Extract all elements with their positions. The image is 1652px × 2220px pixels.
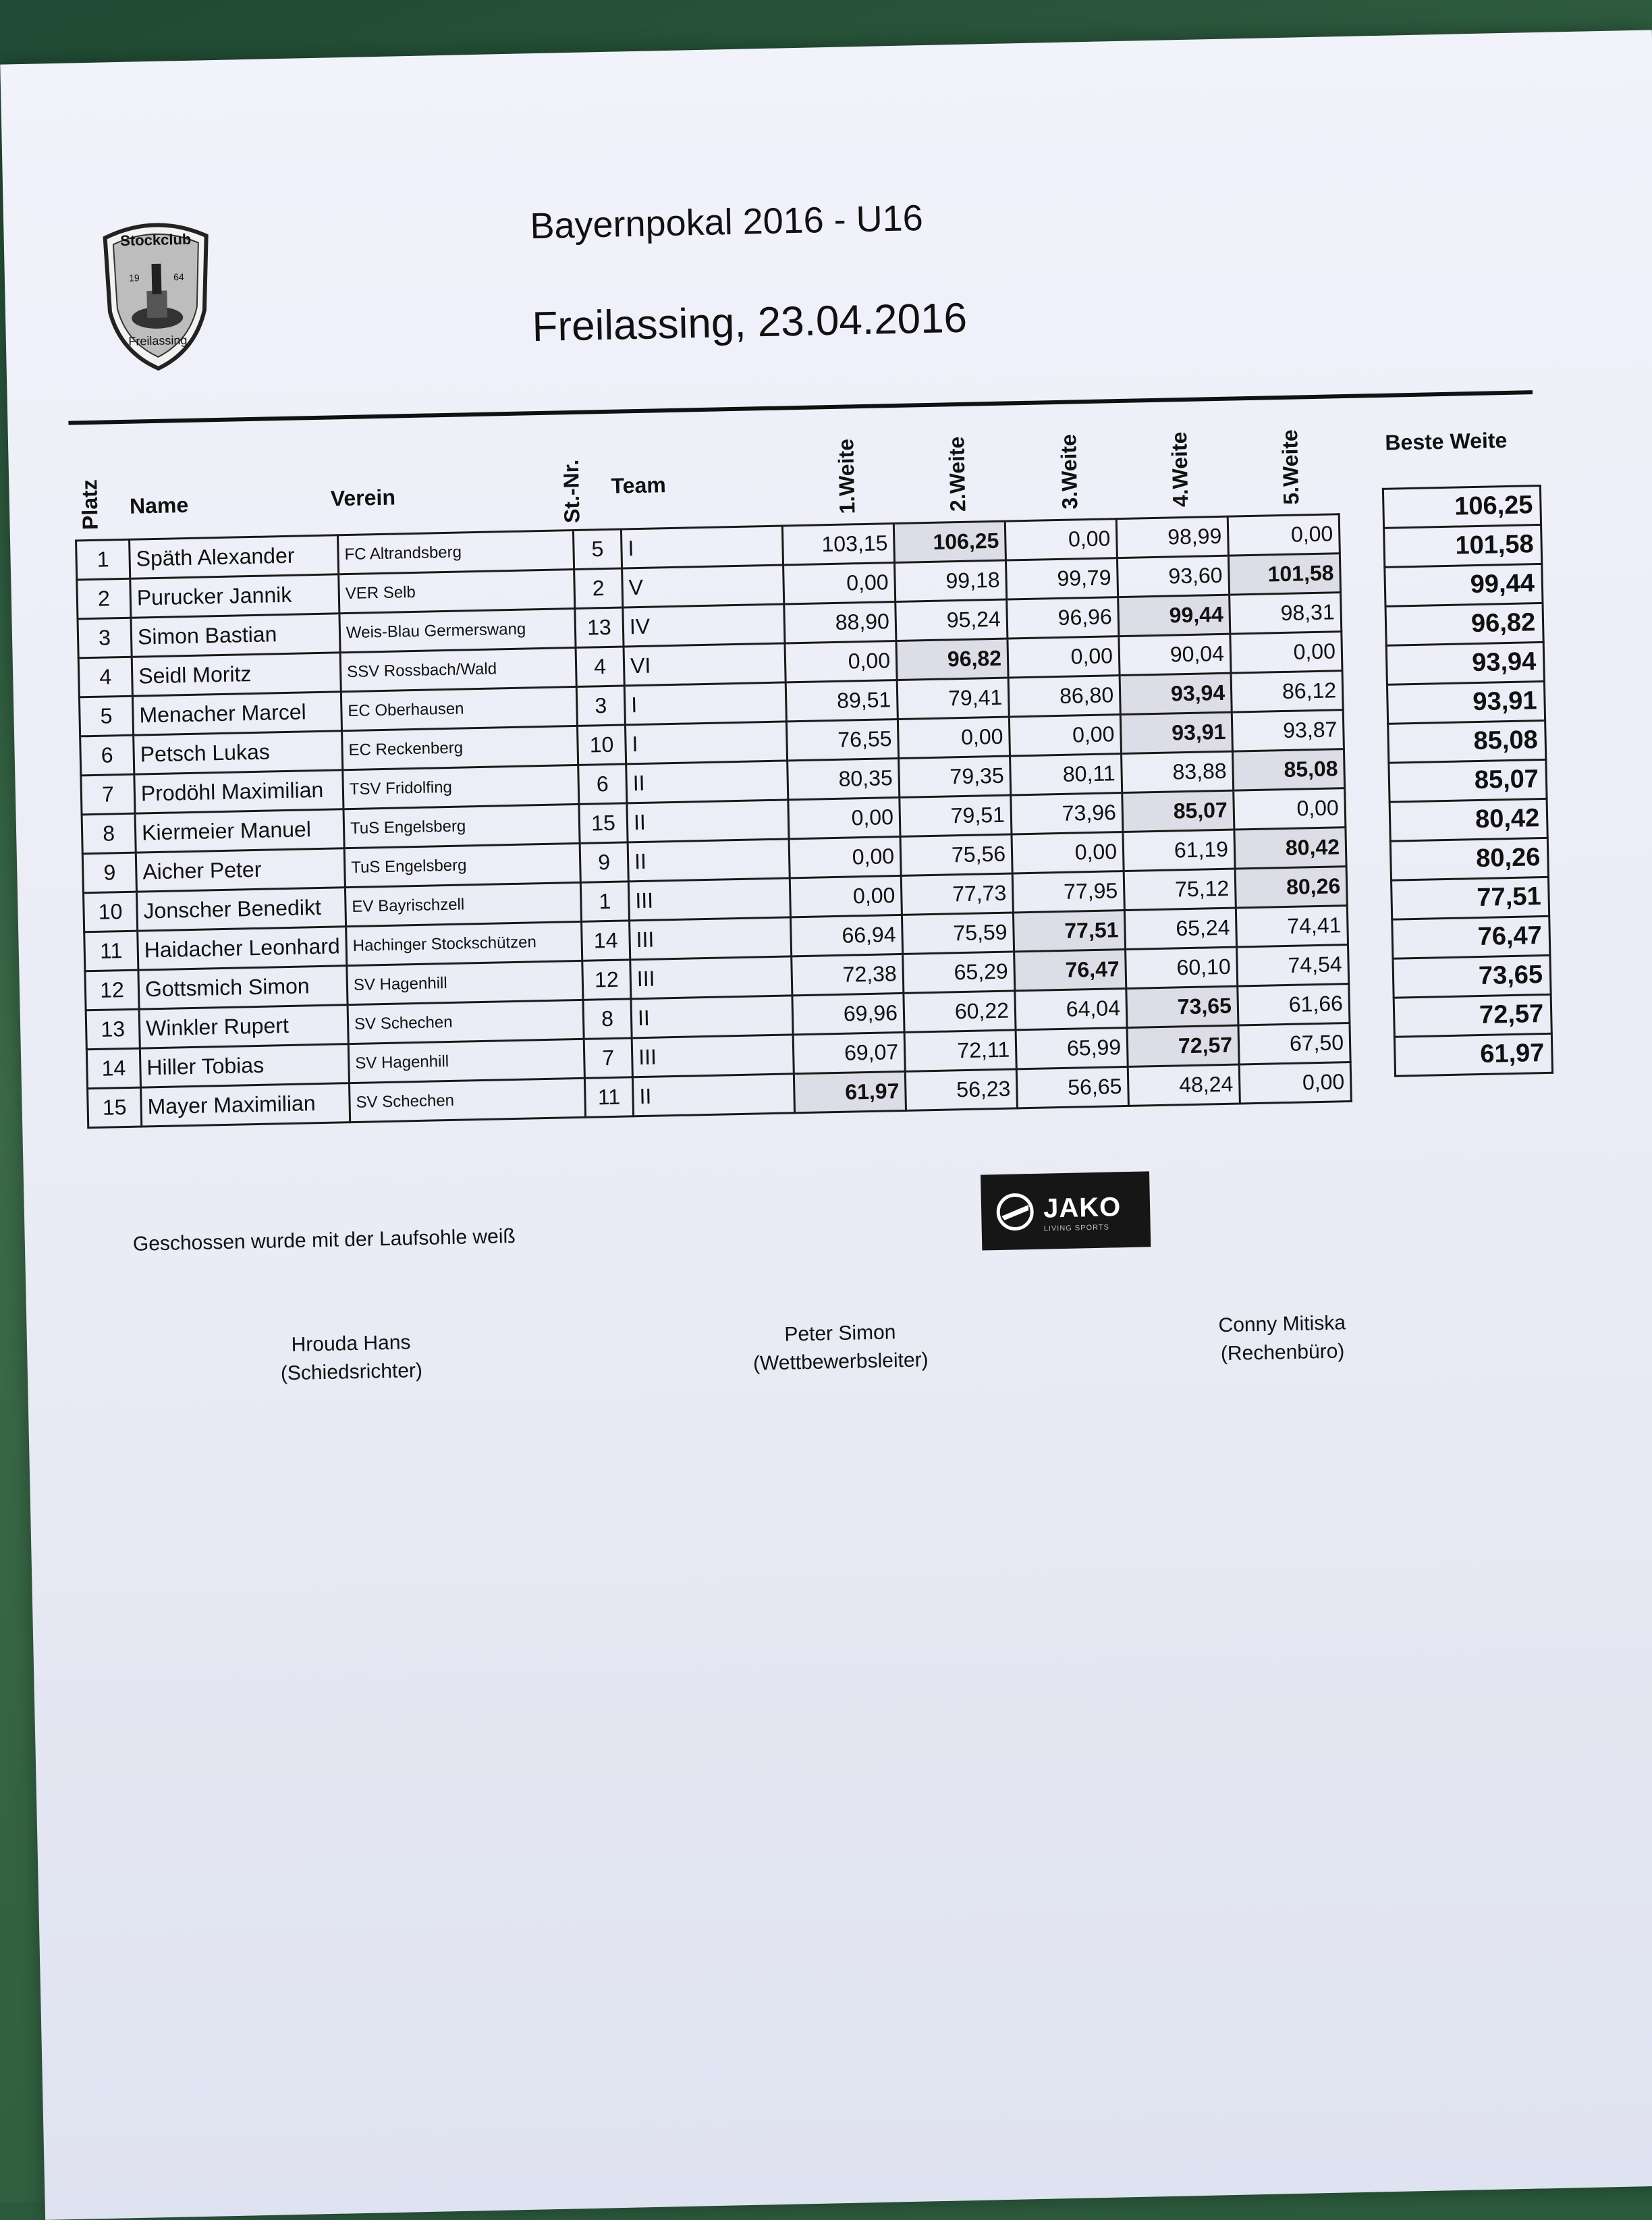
cell-weite-3: 73,96 (1011, 793, 1123, 834)
cell-team: V (622, 565, 784, 607)
cell-verein: Hachinger Stockschützen (346, 921, 582, 965)
logo-year-right: 64 (173, 271, 184, 283)
cell-weite-3: 77,51 (1013, 911, 1125, 952)
document-title: Bayernpokal 2016 - U16 (529, 198, 924, 247)
cell-weite-5: 0,00 (1239, 1062, 1351, 1104)
cell-verein: SV Schechen (349, 1078, 585, 1122)
best-row (1389, 759, 1547, 802)
cell-weite-4: 93,60 (1117, 556, 1229, 597)
signature-referee (229, 1327, 474, 1389)
cell-weite-1: 69,07 (793, 1032, 905, 1073)
cell-weite-5: 86,12 (1231, 671, 1343, 712)
cell-weite-3: 99,79 (1006, 558, 1118, 599)
best-row (1386, 642, 1544, 684)
cell-beste-weite: 80,42 (1389, 798, 1547, 841)
cell-weite-4: 99,44 (1118, 595, 1230, 636)
cell-name: Späth Alexander (130, 535, 339, 578)
cell-weite-3: 76,47 (1014, 950, 1126, 991)
cell-team: I (624, 682, 786, 725)
cell-weite-5: 101,58 (1228, 553, 1340, 595)
cell-weite-5: 74,41 (1236, 906, 1348, 947)
signature-competition-lead (719, 1317, 963, 1379)
cell-weite-1: 0,00 (783, 563, 896, 604)
sponsor-tagline: LIVING SPORTS (1043, 1223, 1109, 1233)
best-row (1393, 955, 1551, 998)
cell-st-nr: 2 (574, 568, 623, 608)
best-row (1394, 1033, 1552, 1076)
footnote: Geschossen wurde mit der Laufsohle weiß (132, 1225, 516, 1255)
cell-weite-1: 76,55 (786, 719, 898, 760)
cell-verein: EV Bayrischzell (345, 882, 581, 926)
col-header-weite-1: 1.Weite (833, 438, 860, 514)
cell-weite-5: 0,00 (1234, 788, 1346, 830)
cell-weite-1: 0,00 (790, 875, 902, 917)
cell-platz: 9 (82, 852, 136, 893)
cell-platz: 11 (84, 931, 138, 971)
cell-name: Jonscher Benedikt (136, 888, 346, 931)
cell-weite-2: 60,22 (904, 991, 1016, 1032)
cell-verein: TSV Fridolfing (343, 765, 579, 809)
cell-team: I (621, 526, 783, 568)
cell-st-nr: 3 (576, 686, 625, 726)
cell-weite-2: 96,82 (896, 639, 1008, 680)
cell-weite-2: 95,24 (896, 599, 1008, 641)
col-header-team: Team (611, 472, 667, 498)
cell-name: Simon Bastian (131, 614, 340, 657)
cell-team: I (625, 722, 787, 764)
cell-weite-1: 66,94 (790, 915, 902, 956)
cell-beste-weite: 76,47 (1392, 916, 1550, 958)
best-row (1390, 838, 1548, 880)
cell-weite-4: 60,10 (1126, 947, 1238, 988)
cell-name: Gottsmich Simon (138, 966, 348, 1009)
results-table (75, 513, 1352, 1129)
cell-verein: FC Altrandsberg (337, 531, 574, 574)
col-header-weite-4: 4.Weite (1167, 431, 1193, 508)
cell-weite-1: 69,96 (792, 993, 904, 1034)
cell-st-nr: 11 (584, 1077, 633, 1117)
best-row (1385, 603, 1543, 645)
sponsor-logo (981, 1171, 1151, 1250)
header-divider (68, 390, 1533, 425)
cell-weite-3: 65,99 (1016, 1027, 1128, 1068)
signature-name: Conny Mitiska (1218, 1311, 1346, 1337)
cell-weite-4: 61,19 (1123, 830, 1235, 871)
cell-weite-1: 0,00 (785, 641, 897, 682)
cell-st-nr: 6 (578, 764, 627, 804)
cell-weite-3: 0,00 (1008, 637, 1120, 678)
col-header-weite-2: 2.Weite (944, 436, 970, 512)
cell-platz: 13 (86, 1009, 140, 1050)
cell-beste-weite: 77,51 (1392, 877, 1549, 919)
cell-verein: SV Hagenhill (347, 960, 583, 1004)
cell-beste-weite: 93,94 (1386, 642, 1544, 684)
signature-name: Hrouda Hans (291, 1331, 411, 1357)
cell-st-nr: 5 (573, 529, 622, 569)
col-header-platz: Platz (77, 479, 103, 531)
cell-platz: 1 (76, 539, 130, 580)
signature-name: Peter Simon (784, 1321, 896, 1346)
cell-weite-2: 65,29 (903, 952, 1015, 993)
cell-weite-2: 56,23 (905, 1069, 1017, 1110)
cell-name: Haidacher Leonhard (138, 927, 347, 970)
cell-beste-weite: 99,44 (1385, 564, 1543, 606)
cell-platz: 6 (80, 735, 134, 776)
cell-weite-4: 98,99 (1116, 516, 1228, 558)
logo-text-bottom: Freilassing (128, 333, 188, 348)
cell-weite-4: 75,12 (1124, 869, 1236, 910)
cell-name: Seidl Moritz (132, 653, 341, 696)
document-subtitle: Freilassing, 23.04.2016 (531, 294, 968, 351)
cell-weite-2: 79,35 (899, 756, 1011, 797)
best-row (1387, 681, 1545, 724)
cell-weite-1: 0,00 (788, 797, 900, 838)
cell-weite-4: 90,04 (1119, 634, 1231, 675)
cell-st-nr: 13 (575, 607, 624, 647)
cell-weite-2: 79,51 (900, 795, 1012, 836)
cell-weite-1: 103,15 (782, 524, 894, 565)
cell-weite-2: 79,41 (897, 678, 1009, 719)
cell-weite-1: 80,35 (788, 758, 900, 799)
cell-beste-weite: 85,07 (1389, 759, 1547, 802)
cell-weite-4: 93,94 (1120, 673, 1232, 714)
cell-weite-3: 0,00 (1009, 715, 1121, 756)
cell-weite-2: 75,56 (900, 834, 1012, 875)
col-header-name: Name (129, 492, 189, 518)
cell-st-nr: 12 (582, 960, 631, 1000)
cell-platz: 7 (81, 774, 135, 815)
cell-verein: SV Hagenhill (348, 1039, 584, 1083)
signature-role: (Schiedsrichter) (280, 1359, 423, 1385)
sponsor-name: JAKO (1043, 1192, 1122, 1224)
signature-role: (Rechenbüro) (1220, 1340, 1345, 1365)
cell-name: Hiller Tobias (140, 1044, 349, 1087)
cell-weite-2: 99,18 (894, 560, 1006, 601)
cell-st-nr: 4 (576, 647, 624, 686)
cell-st-nr: 15 (579, 803, 628, 843)
cell-weite-3: 86,80 (1008, 676, 1120, 717)
cell-weite-5: 0,00 (1230, 632, 1342, 673)
cell-verein: SV Schechen (348, 1000, 584, 1044)
cell-verein: Weis-Blau Germerswang (339, 608, 576, 652)
cell-platz: 15 (88, 1087, 142, 1128)
cell-weite-4: 48,24 (1128, 1064, 1240, 1106)
cell-platz: 5 (79, 696, 133, 736)
best-row (1388, 720, 1546, 763)
cell-weite-5: 93,87 (1232, 710, 1344, 751)
cell-weite-2: 75,59 (902, 913, 1014, 954)
best-row (1385, 564, 1543, 606)
cell-st-nr: 8 (583, 999, 632, 1039)
cell-beste-weite: 101,58 (1384, 524, 1542, 567)
cell-weite-5: 74,54 (1237, 945, 1349, 986)
cell-name: Prodöhl Maximilian (134, 770, 343, 813)
cell-platz: 8 (82, 813, 136, 854)
club-logo-crest (91, 215, 223, 373)
best-row (1394, 994, 1551, 1037)
cell-platz: 10 (83, 892, 137, 932)
cell-team: II (628, 839, 790, 882)
cell-beste-weite: 96,82 (1385, 603, 1543, 645)
col-header-weite-5: 5.Weite (1277, 429, 1304, 506)
best-row (1392, 916, 1550, 958)
cell-weite-3: 0,00 (1005, 519, 1117, 560)
cell-weite-4: 93,91 (1120, 712, 1232, 753)
cell-team: VI (624, 643, 786, 686)
cell-weite-1: 61,97 (794, 1071, 906, 1112)
cell-team: IV (623, 604, 785, 647)
col-header-verein: Verein (330, 485, 396, 511)
cell-weite-3: 96,96 (1007, 597, 1119, 639)
cell-beste-weite: 72,57 (1394, 994, 1551, 1037)
cell-weite-3: 77,95 (1012, 871, 1124, 913)
cell-weite-2: 106,25 (893, 521, 1006, 562)
cell-weite-3: 64,04 (1015, 988, 1127, 1029)
cell-weite-2: 77,73 (901, 873, 1013, 915)
cell-weite-5: 0,00 (1228, 514, 1340, 556)
cell-name: Petsch Lukas (134, 731, 343, 774)
cell-weite-1: 72,38 (792, 954, 904, 995)
cell-verein: SSV Rossbach/Wald (340, 647, 576, 691)
results-sheet (0, 30, 1652, 2220)
cell-platz: 4 (78, 657, 132, 697)
cell-weite-3: 80,11 (1010, 754, 1122, 795)
jako-emblem-icon (996, 1193, 1035, 1231)
cell-name: Purucker Jannik (130, 574, 339, 618)
cell-name: Aicher Peter (136, 848, 345, 892)
cell-verein: EC Reckenberg (342, 726, 578, 769)
cell-platz: 2 (77, 578, 131, 619)
cell-beste-weite: 73,65 (1393, 955, 1551, 998)
cell-weite-4: 73,65 (1126, 986, 1238, 1027)
cell-weite-4: 65,24 (1124, 908, 1236, 949)
cell-weite-5: 98,31 (1230, 593, 1342, 634)
logo-year-left: 19 (128, 272, 140, 283)
cell-beste-weite: 80,26 (1390, 838, 1548, 880)
cell-st-nr: 7 (584, 1038, 632, 1078)
cell-name: Winkler Rupert (139, 1005, 348, 1048)
cell-weite-4: 83,88 (1121, 751, 1233, 792)
best-row (1383, 485, 1541, 528)
cell-st-nr: 9 (580, 842, 628, 882)
cell-verein: TuS Engelsberg (344, 843, 580, 887)
cell-beste-weite: 85,08 (1388, 720, 1546, 763)
cell-name: Kiermeier Manuel (135, 809, 344, 852)
cell-team: II (626, 761, 788, 803)
cell-weite-5: 67,50 (1238, 1023, 1350, 1064)
col-header-beste-weite: Beste Weite (1385, 427, 1508, 455)
best-distance-table (1382, 485, 1553, 1077)
cell-weite-5: 80,42 (1234, 828, 1346, 869)
cell-weite-3: 0,00 (1012, 832, 1124, 873)
cell-weite-1: 88,90 (784, 602, 896, 643)
best-row (1392, 877, 1549, 919)
cell-weite-3: 56,65 (1016, 1066, 1128, 1108)
best-row (1389, 798, 1547, 841)
cell-weite-1: 89,51 (786, 680, 898, 722)
cell-weite-2: 72,11 (904, 1030, 1016, 1071)
cell-beste-weite: 106,25 (1383, 485, 1541, 528)
cell-st-nr: 10 (577, 725, 626, 765)
cell-team: III (632, 1035, 794, 1077)
cell-weite-5: 85,08 (1232, 749, 1344, 790)
cell-st-nr: 1 (580, 882, 629, 921)
cell-beste-weite: 93,91 (1387, 681, 1545, 724)
cell-name: Menacher Marcel (132, 692, 341, 735)
cell-verein: EC Oberhausen (341, 686, 577, 730)
cell-team: III (630, 956, 792, 999)
cell-verein: TuS Engelsberg (343, 804, 580, 848)
cell-weite-1: 0,00 (789, 836, 901, 877)
cell-platz: 12 (85, 970, 139, 1010)
cell-weite-4: 72,57 (1127, 1025, 1239, 1066)
best-row (1384, 524, 1542, 567)
signature-scoring-office (1160, 1307, 1404, 1370)
col-header-weite-3: 3.Weite (1056, 433, 1082, 510)
cell-team: II (632, 1074, 794, 1116)
cell-beste-weite: 61,97 (1394, 1033, 1552, 1076)
cell-weite-5: 80,26 (1235, 867, 1347, 908)
cell-platz: 14 (86, 1048, 140, 1089)
cell-platz: 3 (78, 618, 132, 658)
cell-weite-2: 0,00 (898, 717, 1010, 758)
col-header-st-nr: St.-Nr. (558, 459, 584, 524)
cell-weite-5: 61,66 (1238, 984, 1350, 1025)
cell-team: II (631, 996, 793, 1038)
cell-name: Mayer Maximilian (141, 1083, 350, 1127)
logo-text-top: Stockclub (119, 230, 192, 249)
cell-verein: VER Selb (339, 569, 575, 613)
cell-team: II (627, 800, 789, 842)
cell-weite-4: 85,07 (1122, 790, 1234, 832)
cell-team: III (628, 878, 790, 921)
cell-team: III (630, 917, 792, 960)
signature-role: (Wettbewerbsleiter) (752, 1349, 929, 1375)
cell-st-nr: 14 (582, 921, 630, 960)
